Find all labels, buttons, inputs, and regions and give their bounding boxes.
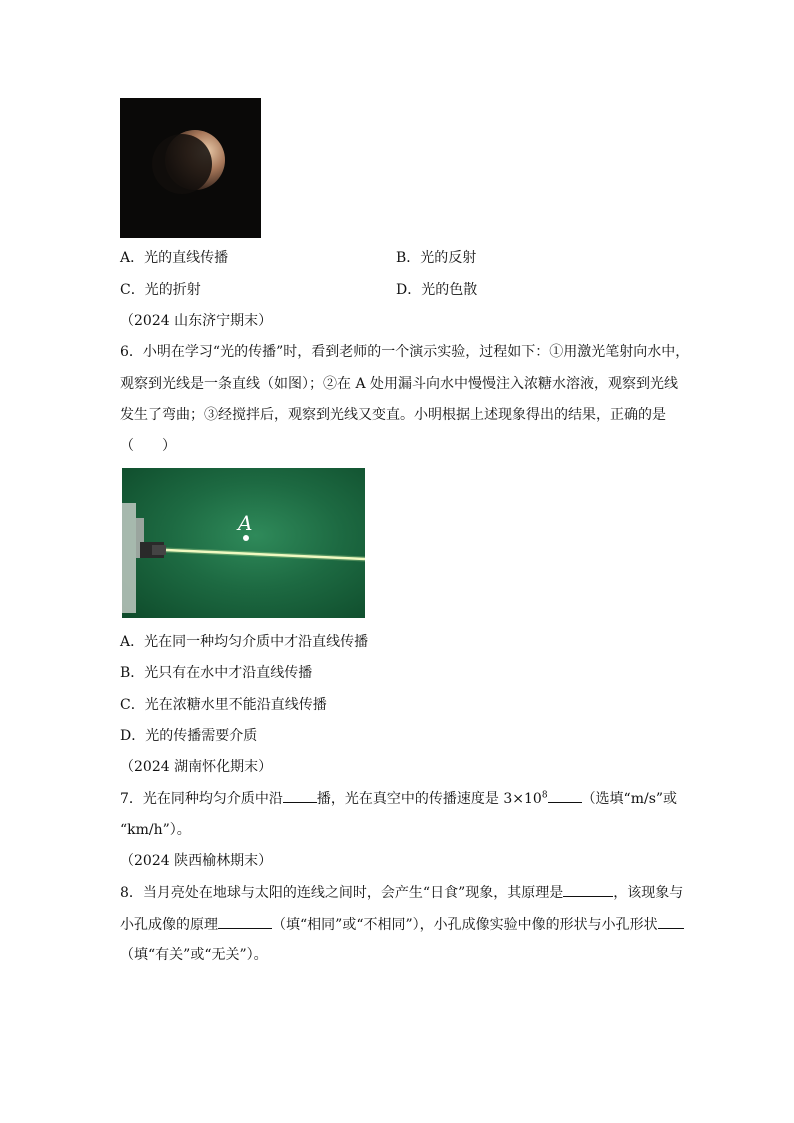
q6-stem-line1: 6．小明在学习“光的传播”时，看到老师的一个演示实验，过程如下：①用激光笔射向水中， <box>120 344 690 360</box>
q7-exponent: 8 <box>541 790 548 801</box>
laser-experiment-photo <box>122 468 365 618</box>
q8-source: （2024 陕西榆林期末） <box>120 853 273 869</box>
q6-option-c: C．光在浓糖水里不能沿直线传播 <box>120 697 327 713</box>
q6-source: （2024 山东济宁期末） <box>120 313 273 329</box>
q8-stem-line3: （填“有关”或“无关”）。 <box>120 947 268 963</box>
q7-stem-line1 <box>120 788 677 809</box>
lunar-eclipse-photo <box>120 98 261 238</box>
q6-stem-line3: 发生了弯曲；③经搅拌后，观察到光线又变直。小明根据上述现象得出的结果，正确的是 <box>120 407 666 423</box>
q7-blank-2[interactable] <box>548 788 582 803</box>
q6-answer-bracket: （ ） <box>120 438 176 454</box>
q6-option-d: D．光的传播需要介质 <box>120 728 258 744</box>
q8-text-3: 小孔成像的原理 <box>120 917 218 933</box>
q7-source: （2024 湖南怀化期末） <box>120 759 273 775</box>
laser-illustration <box>122 468 365 618</box>
q5-option-a: A．光的直线传播 <box>120 250 229 266</box>
point-a-label: A <box>238 511 253 535</box>
q8-stem-line2 <box>120 914 684 935</box>
q7-blank-1[interactable] <box>283 788 317 803</box>
q6-option-b: B．光只有在水中才沿直线传播 <box>120 665 313 681</box>
q7-text-2: 播，光在真空中的传播速度是 3×10 <box>316 791 542 807</box>
q8-blank-3[interactable] <box>658 914 684 929</box>
q8-stem-line1 <box>120 882 683 903</box>
q5-option-c: C．光的折射 <box>120 282 201 298</box>
q7-text-3: （选填“m/s”或 <box>581 791 678 807</box>
moon-illustration <box>120 98 261 238</box>
q5-option-b: B．光的反射 <box>396 250 477 266</box>
q8-text-2: ，该现象与 <box>613 885 684 901</box>
q8-blank-1[interactable] <box>563 882 613 897</box>
q8-text-1: 8．当月亮处在地球与太阳的连线之间时，会产生“日食”现象，其原理是 <box>120 885 564 901</box>
q6-option-a: A．光在同一种均匀介质中才沿直线传播 <box>120 634 369 650</box>
q8-text-4: （填“相同”或“不相同”），小孔成像实验中像的形状与小孔形状 <box>272 917 658 933</box>
q5-option-d: D．光的色散 <box>396 282 478 298</box>
q7-stem-line2: “km/h”）。 <box>120 822 191 838</box>
q6-stem-line2: 观察到光线是一条直线（如图）；②在 A 处用漏斗向水中慢慢注入浓糖水溶液，观察到光线 <box>120 376 679 392</box>
q7-text-1: 7．光在同种均匀介质中沿 <box>120 791 283 807</box>
q8-blank-2[interactable] <box>218 914 272 929</box>
